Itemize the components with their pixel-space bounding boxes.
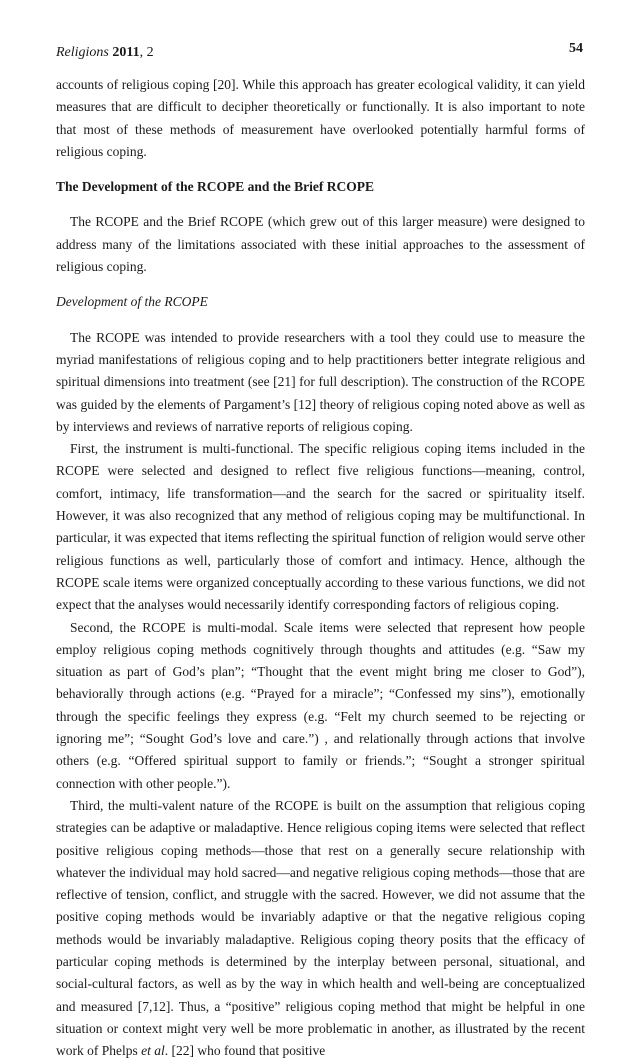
paragraph-2: The RCOPE and the Brief RCOPE (which grew out of this larger measure) were designed to address many of the limitations associated with these initial approaches to the assessment of religious coping. [56,214,585,275]
paragraph-4: First, the instrument is multi-functional. The specific religious coping items included in the RCOPE were selected and designed to reflect five religious functions—meaning, control, comfort, intimacy, life transformation—and the search for the sacred or spirituality itself. However, it was also recognized that any method of religious coping may be multifunctional. In particular, it was expected that items reflecting the spiritual function of religion would serve other religious functions as well, particularly those of comfort and intimacy. Hence, although the RCOPE scale items were organized conceptually according to these various functions, we did not expect that the analyses would necessarily identify corresponding factors of religious coping. [56,441,585,613]
paragraph-3: The RCOPE was intended to provide researchers with a tool they could use to measure the myriad manifestations of religious coping and to help practitioners better integrate religious and spiritual dimensions into treatment (see [21] for full description). The construction of the RCOPE was guided by the elements of Pargament’s [12] theory of religious coping noted above as well as by interviews and reviews of narrative reports of religious coping. [56,329,585,434]
journal-name: Religions [56,45,109,60]
paragraph-1: accounts of religious coping [20]. While this approach has greater ecological validity, it can yield measures that are difficult to decipher theoretically or functionally. It is also important to note that most of these methods of measurement have overlooked potentially harmful forms of religious coping. [56,77,585,159]
section-heading: The Development of the RCOPE and the Brief RCOPE [56,179,374,195]
running-header [56,45,154,61]
subsection-heading: Development of the RCOPE [56,294,208,310]
page-number: 54 [569,41,583,56]
paragraph-6-italic: et al [141,1043,165,1059]
body-text [56,74,585,1062]
paragraph-6-text: Third, the multi-valent nature of the RCOPE is built on the assumption that religious coping strategies can be adaptive or maladaptive. Hence religious coping items were selected that reflect positive religious coping methods—those that rest on a generally secure relationship with whatever the individual may hold sacred—and negative religious coping methods—those that are reflective of tension, conflict, and struggle with the sacred. However, we did not assume that the positive coping methods would be invariably adaptive or that the negative religious coping methods would be invariably maladaptive. Religious coping theory posits that the efficacy of particular coping methods is determined by the interplay between personal, situational, and social-cultural factors, as well as by the way in which health and well-being are conceptualized and measured [7,12]. Thus, a “positive” religious coping method that might be helpful in one situation or context might very well be more problematic in another, as illustrated by the recent work of Phelps [56,797,585,1059]
paragraph-6 [56,795,585,1062]
journal-year: 2011 [112,45,140,60]
paragraph-5: Second, the RCOPE is multi-modal. Scale items were selected that represent how people employ religious coping methods cognitively through thoughts and attitudes (e.g. “Saw my situation as part of God’s plan”; “Thought that the event might bring me closer to God”), behaviorally through actions (e.g. “Prayed for a miracle”; “Confessed my sins”), emotionally through the specific feelings they express (e.g. “Felt my church seemed to be rejecting or ignoring me”; “Sought God’s love and care.”) , and relationally through actions that involve others (e.g. “Offered spiritual support to family or friends.”; “Sought a stronger spiritual connection with other people.”). [56,619,585,791]
journal-volume: , 2 [139,45,154,60]
paragraph-6-end: . [22] who found that positive [164,1043,326,1059]
